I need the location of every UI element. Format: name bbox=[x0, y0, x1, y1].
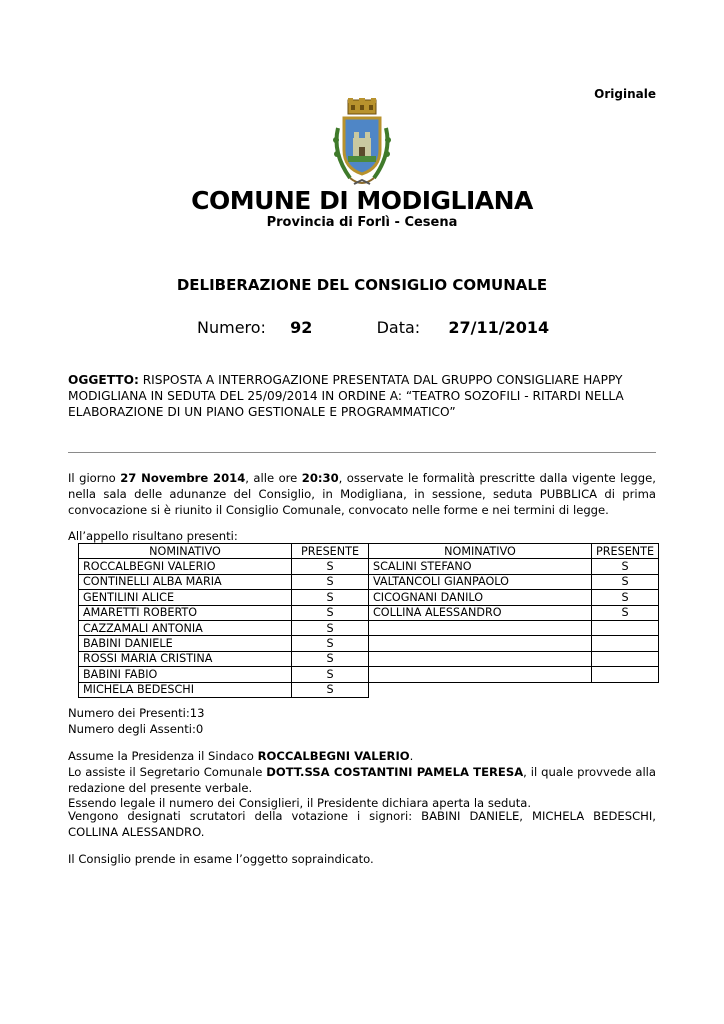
absent-count: Numero degli Assenti:0 bbox=[68, 722, 204, 736]
subject-text: RISPOSTA A INTERROGAZIONE PRESENTATA DAL GRUPPO CONSIGLIARE HAPPY MODIGLIANA IN SEDUTA DEL 25/09/2014 IN ORDINE A: “TEATRO SOZOFILI - RITARDI NELLA ELABORAZIONE DI UN PIANO GESTIONALE E PROGRAMMATICO” bbox=[68, 373, 624, 419]
empty-cell bbox=[592, 636, 659, 651]
secretary-text-end: , il quale provvede alla redazione del presente verbale. bbox=[68, 765, 656, 795]
member-name: ROCCALBEGNI VALERIO bbox=[79, 559, 292, 574]
session-date: 27 Novembre 2014 bbox=[120, 471, 246, 485]
member-presence: S bbox=[592, 590, 659, 605]
data-value: 27/11/2014 bbox=[448, 318, 550, 337]
member-name: CICOGNANI DANILO bbox=[369, 590, 592, 605]
municipal-crest-icon bbox=[324, 98, 400, 192]
header-nominativo-right: NOMINATIVO bbox=[369, 544, 592, 559]
member-presence: S bbox=[292, 651, 369, 666]
member-presence: S bbox=[592, 574, 659, 589]
table-row bbox=[79, 605, 659, 620]
roll-call-label: All’appello risultano presenti: bbox=[68, 529, 238, 543]
member-presence: S bbox=[592, 605, 659, 620]
table-row bbox=[79, 682, 659, 697]
present-count: Numero dei Presenti:13 bbox=[68, 706, 205, 720]
member-presence: S bbox=[292, 667, 369, 682]
member-name: AMARETTI ROBERTO bbox=[79, 605, 292, 620]
closing-line: Il Consiglio prende in esame l’oggetto sopraindicato. bbox=[68, 852, 374, 866]
member-name: BABINI DANIELE bbox=[79, 636, 292, 651]
intro-text-2: , alle ore bbox=[245, 471, 302, 485]
member-name: GENTILINI ALICE bbox=[79, 590, 292, 605]
attendance-table bbox=[78, 543, 659, 698]
table-row bbox=[79, 667, 659, 682]
member-presence: S bbox=[292, 574, 369, 589]
empty-cell bbox=[592, 667, 659, 682]
original-badge: Originale bbox=[594, 87, 656, 101]
subject-label: OGGETTO: bbox=[68, 373, 139, 387]
presidency-text: Assume la Presidenza il Sindaco bbox=[68, 749, 258, 763]
member-name: ROSSI MARIA CRISTINA bbox=[79, 651, 292, 666]
presidency-line bbox=[68, 748, 656, 764]
table-row bbox=[79, 559, 659, 574]
quorum-line: Essendo legale il numero dei Consiglieri, il Presidente dichiara aperta la seduta. bbox=[68, 796, 532, 810]
member-presence: S bbox=[292, 590, 369, 605]
member-name: CAZZAMALI ANTONIA bbox=[79, 620, 292, 635]
header-nominativo-left: NOMINATIVO bbox=[79, 544, 292, 559]
member-name: MICHELA BEDESCHI bbox=[79, 682, 292, 697]
member-presence: S bbox=[292, 559, 369, 574]
member-name: CONTINELLI ALBA MARIA bbox=[79, 574, 292, 589]
intro-paragraph bbox=[68, 470, 656, 518]
table-row bbox=[79, 620, 659, 635]
presidency-end: . bbox=[409, 749, 414, 763]
member-presence: S bbox=[292, 682, 369, 697]
separator-line bbox=[68, 452, 656, 453]
member-presence: S bbox=[292, 636, 369, 651]
session-time: 20:30 bbox=[301, 471, 339, 485]
secretary-name: DOTT.SSA COSTANTINI PAMELA TERESA bbox=[266, 765, 524, 779]
member-name: BABINI FABIO bbox=[79, 667, 292, 682]
member-presence: S bbox=[292, 620, 369, 635]
table-header-row bbox=[79, 544, 659, 559]
intro-text-3: , osservate le formalità prescritte dalla vigente legge, nella sala delle adunanze del Consiglio, in Modigliana, in sessione, seduta PUBBLICA di prima convocazione si è riunito il Consiglio Comunale, convocato nelle forme e nei termini di legge. bbox=[68, 471, 656, 517]
scrutineers-paragraph: Vengono designati scrutatori della votazione i signori: BABINI DANIELE, MICHELA BEDESCHI, COLLINA ALESSANDRO. bbox=[68, 809, 656, 839]
province-subtitle: Provincia di Forlì - Cesena bbox=[266, 215, 458, 230]
member-name: SCALINI STEFANO bbox=[369, 559, 592, 574]
empty-cell bbox=[369, 651, 592, 666]
municipality-title: COMUNE DI MODIGLIANA bbox=[191, 186, 533, 215]
deliberation-heading: DELIBERAZIONE DEL CONSIGLIO COMUNALE bbox=[176, 276, 548, 294]
empty-cell bbox=[369, 667, 592, 682]
table-row bbox=[79, 651, 659, 666]
member-name: VALTANCOLI GIANPAOLO bbox=[369, 574, 592, 589]
header-presente-left: PRESENTE bbox=[292, 544, 369, 559]
header-presente-right: PRESENTE bbox=[592, 544, 659, 559]
empty-cell bbox=[592, 620, 659, 635]
empty-cell bbox=[592, 651, 659, 666]
mayor-name: ROCCALBEGNI VALERIO bbox=[257, 749, 410, 763]
subject-block bbox=[68, 372, 653, 420]
member-name: COLLINA ALESSANDRO bbox=[369, 605, 592, 620]
member-presence: S bbox=[592, 559, 659, 574]
secretary-paragraph bbox=[68, 764, 656, 796]
member-presence: S bbox=[292, 605, 369, 620]
empty-cell bbox=[369, 620, 592, 635]
table-row bbox=[79, 636, 659, 651]
data-label: Data: bbox=[376, 318, 421, 337]
secretary-text: Lo assiste il Segretario Comunale bbox=[68, 765, 267, 779]
numero-label: Numero: bbox=[197, 318, 266, 337]
table-row bbox=[79, 574, 659, 589]
intro-text-1: Il giorno bbox=[68, 471, 121, 485]
empty-cell bbox=[369, 636, 592, 651]
table-row bbox=[79, 590, 659, 605]
numero-value: 92 bbox=[290, 318, 313, 337]
number-date-row bbox=[197, 318, 549, 337]
